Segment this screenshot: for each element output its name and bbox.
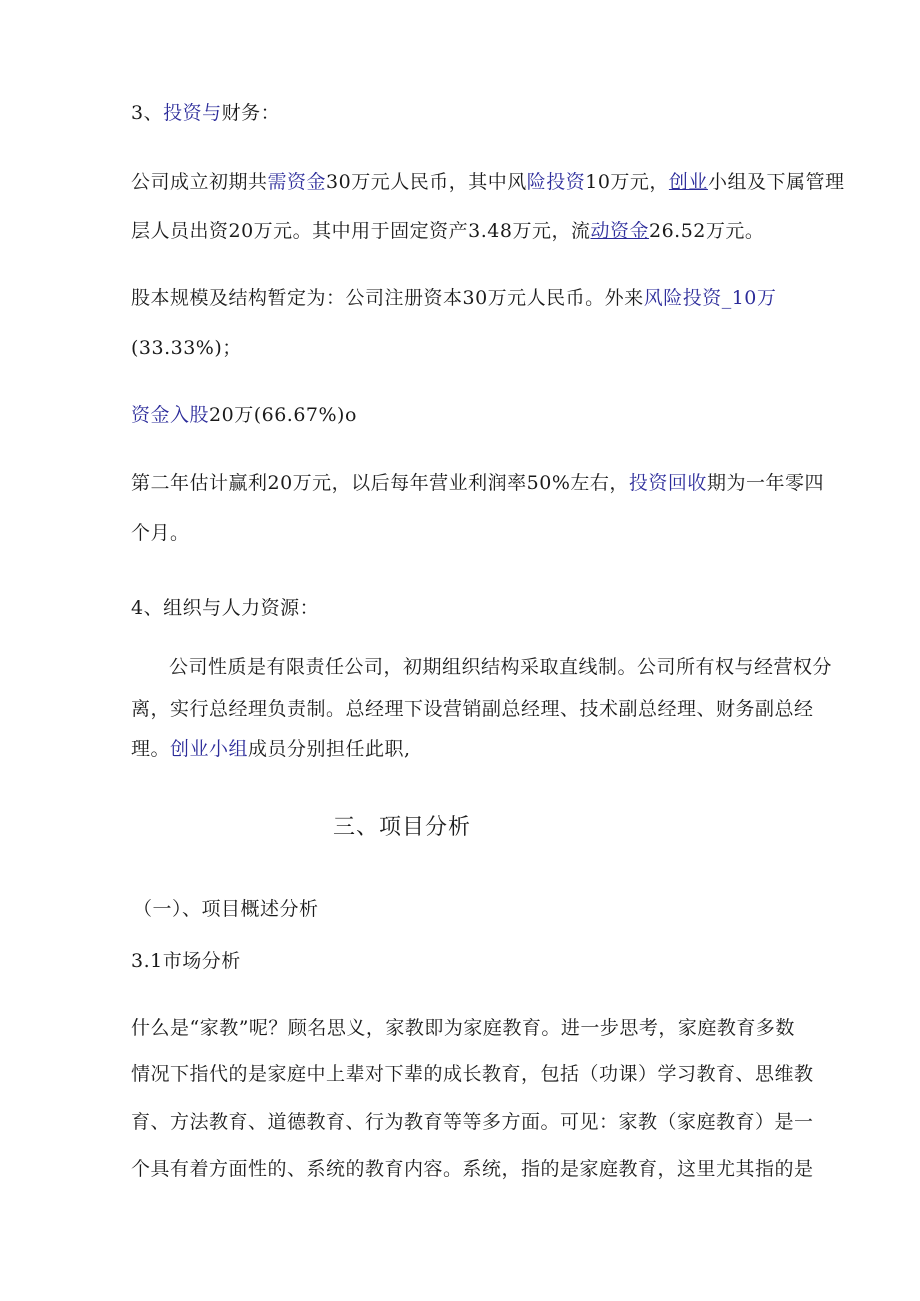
paragraph-market-line-2: 情况下指代的是家庭中上辈对下辈的成长教育，包括（功课）学习教育、思维教 [131,1063,814,1085]
paragraph-org-line-3 [131,737,411,761]
section-heading-organization: 4、组织与人力资源： [131,597,320,619]
paragraph-funds-line-2 [131,219,764,243]
link-working-capital[interactable]: 动资金 [590,220,649,242]
link-investment[interactable]: 投资与 [163,102,222,124]
paragraph-org-line-2: 离，实行总经理负责制。总经理下设营销副总经理、技术副总经理、财务副总经 [131,698,814,720]
link-required-funds[interactable]: 需资金 [267,171,327,193]
text-span: 20万(66.67%)o [209,404,357,426]
paragraph-market-line-1: 什么是“家教”呢？顾名思义，家教即为家庭教育。进一步思考，家庭教育多数 [131,1017,795,1039]
paragraph-funds-line-1 [131,170,844,194]
section-heading-text: 财务： [221,102,281,124]
paragraph-org-line-1: 公司性质是有限责任公司，初期组织结构采取直线制。公司所有权与经营权分 [169,656,833,678]
paragraph-market-line-3: 育、方法教育、道德教育、行为教育等等多方面。可见：家教（家庭教育）是一 [131,1111,814,1133]
text-span: _10万 [721,287,777,309]
link-investment-payback[interactable]: 投资回收 [628,472,707,494]
text-span: 公司成立初期共 [131,171,268,193]
text-span: 30万元人民币，其中风 [326,171,527,193]
text-span: 小组及下属管理 [707,171,845,193]
chapter-title: 三、项目分析 [333,815,472,840]
paragraph-capital [131,403,357,427]
text-span: 层人员出资20万元。其中用于固定资产3.48万元，流 [131,220,591,242]
subsection-title-overview: （一）、项目概述分析 [133,898,319,920]
text-span: 股本规模及结构暂定为：公司注册资本30万元人民币。外来 [131,287,644,309]
section-heading-investment-finance [131,101,280,125]
text-span: 期为一年零四 [706,472,824,494]
paragraph-profit-line-2: 个月。 [131,522,190,544]
link-startup-team[interactable]: 创业小组 [170,738,249,760]
text-span: 26.52万元。 [649,220,765,242]
paragraph-profit-line-1 [131,471,824,495]
subsection-title-market: 3.1市场分析 [131,950,241,972]
paragraph-equity-line-1 [131,286,776,310]
text-span: 10万元， [585,171,669,193]
text-span: 第二年估计赢利20万元，以后每年营业利润率50%左右， [131,472,629,494]
section-number: 3、 [131,102,164,124]
text-span: 成员分别担任此职, [248,738,411,760]
link-capital-shares[interactable]: 资金入股 [131,404,210,426]
paragraph-equity-line-2: (33.33%)； [131,337,242,359]
text-span: 理。 [131,738,171,760]
link-venture-investment[interactable]: 风险投资 [643,287,722,309]
link-risk-investment[interactable]: 险投资 [526,171,586,193]
paragraph-market-line-4: 个具有着方面性的、系统的教育内容。系统，指的是家庭教育，这里尤其指的是 [131,1158,814,1180]
link-startup[interactable]: 创业 [668,171,708,193]
